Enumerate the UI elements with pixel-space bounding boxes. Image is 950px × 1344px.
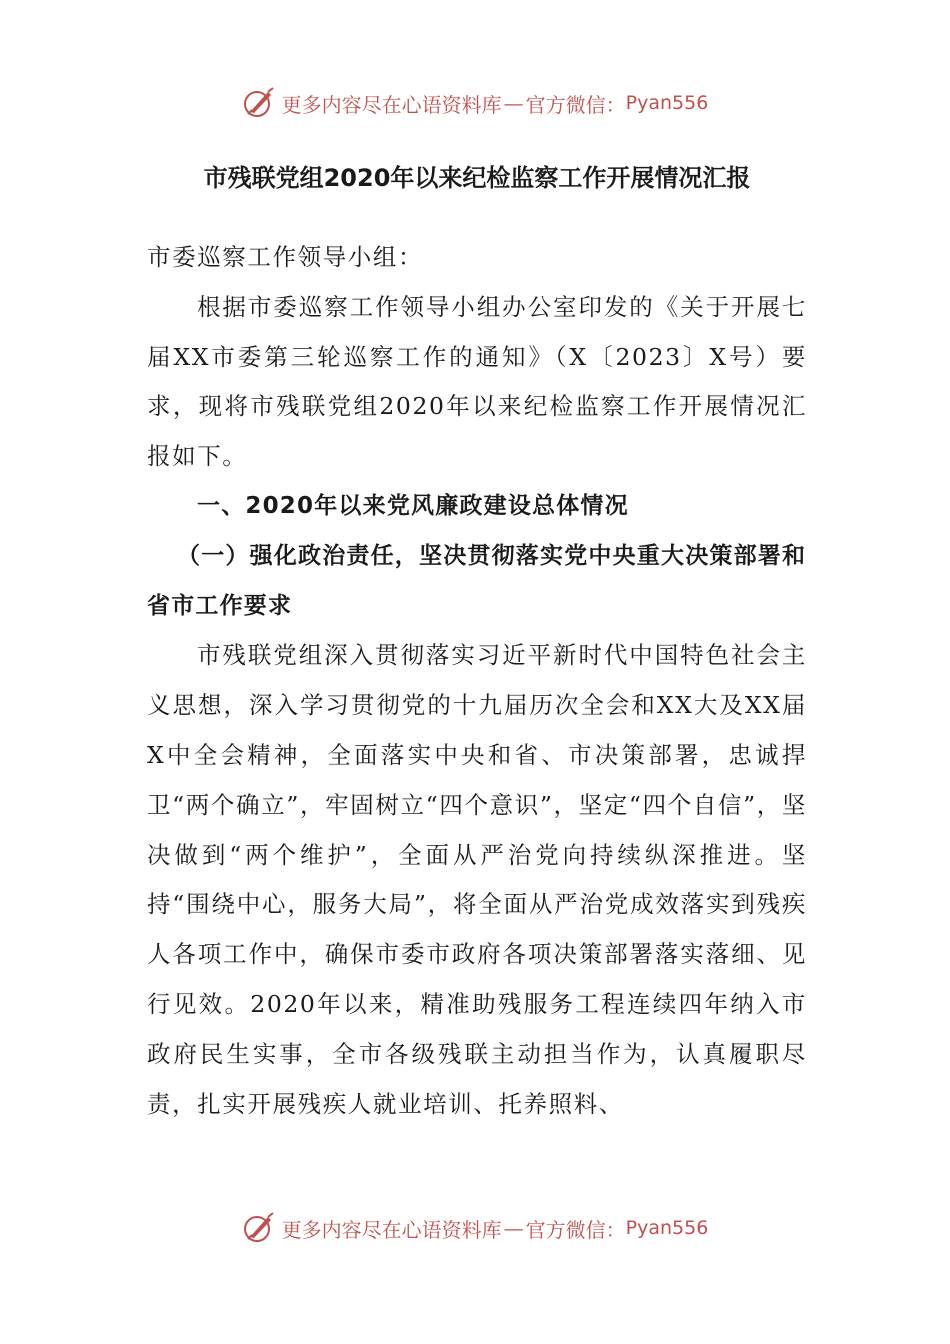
watermark-label: 官方微信： <box>525 92 626 117</box>
document-title: 市残联党组2020年以来纪检监察工作开展情况汇报 <box>203 164 751 192</box>
footer-watermark <box>0 1211 950 1245</box>
section-heading: 一、2020年以来党风廉政建设总体情况 <box>197 492 629 519</box>
document-body <box>147 163 807 1129</box>
salutation: 市委巡察工作领导小组： <box>147 243 424 271</box>
subsection-heading: （一）强化政治责任，坚决贯彻落实党中央重大决策部署和省市工作要求 <box>147 542 807 619</box>
header-watermark <box>0 86 950 120</box>
watermark-separator: — <box>503 91 524 115</box>
watermark-text: 更多内容尽在心语资料库 <box>281 1217 502 1242</box>
watermark-text: 更多内容尽在心语资料库 <box>281 92 502 117</box>
quill-logo-icon <box>242 86 276 120</box>
intro-paragraph: 根据市委巡察工作领导小组办公室印发的《关于开展七届XX市委第三轮巡察工作的通知》（X〔2023〕X号）要求，现将市残联党组2020年以来纪检监察工作开展情况汇报如下。 <box>147 292 807 471</box>
quill-logo-icon <box>242 1211 276 1245</box>
watermark-separator: — <box>503 1216 524 1240</box>
watermark-id: Pyan556 <box>625 1217 709 1239</box>
watermark-id: Pyan556 <box>625 92 709 114</box>
watermark-label: 官方微信： <box>525 1217 626 1242</box>
body-paragraph: 市残联党组深入贯彻落实习近平新时代中国特色社会主义思想，深入学习贯彻党的十九届历次全会和XX大及XX届X中全会精神，全面落实中央和省、市决策部署，忠诚捍卫“两个确立”，牢固树立“四个意识”，坚定“四个自信”，坚决做到“两个维护”，全面从严治党向持续纵深推进。坚持“围绕中心，服务大局”，将全面从严治党成效落实到残疾人各项工作中，确保市委市政府各项决策部署落实落细、见行见效。2020年以来，精准助残服务工程连续四年纳入市政府民生实事，全市各级残联主动担当作为，认真履职尽责，扎实开展残疾人就业培训、托养照料、 <box>147 641 807 1118</box>
